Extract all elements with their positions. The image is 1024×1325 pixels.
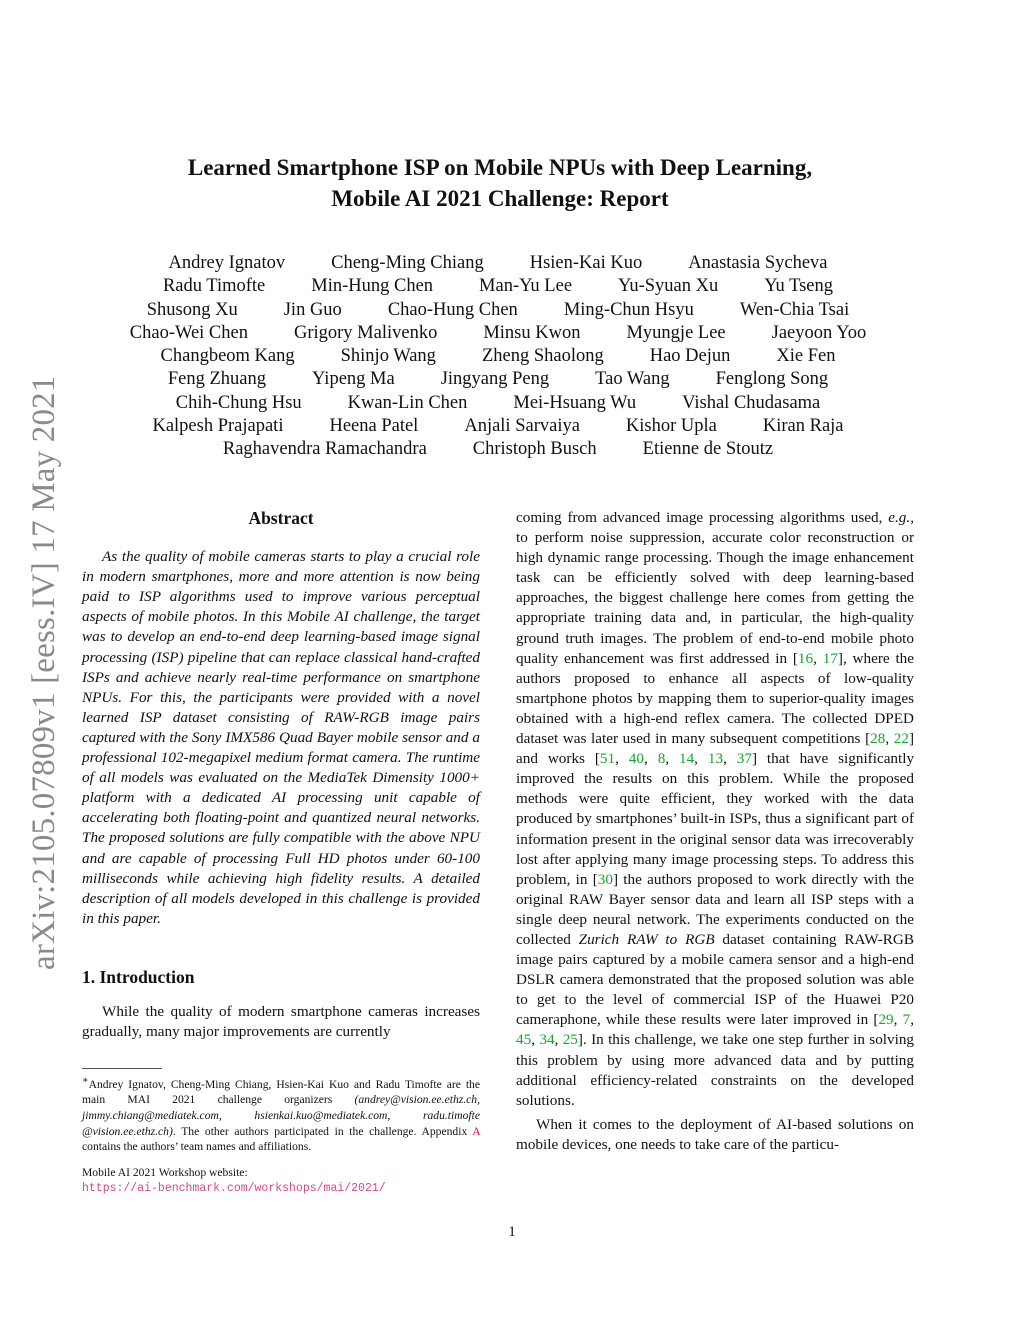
- page-number: 1: [508, 1224, 516, 1240]
- citation-link[interactable]: 14: [678, 750, 695, 768]
- author-name: Heena Patel: [329, 416, 419, 437]
- author-name: Min-Hung Chen: [311, 276, 434, 297]
- citation-link[interactable]: 8: [657, 750, 666, 768]
- author-row: [100, 275, 896, 298]
- citation-link[interactable]: 28: [870, 730, 886, 748]
- author-name: Yu-Syuan Xu: [618, 276, 719, 297]
- citation-link[interactable]: 34: [539, 1031, 555, 1049]
- author-row: [100, 299, 896, 322]
- workshop-note: [82, 1165, 480, 1197]
- author-row: [100, 322, 896, 345]
- citation-link[interactable]: 22: [893, 730, 909, 748]
- author-name: Jingyang Peng: [440, 369, 550, 390]
- author-row: [100, 415, 896, 438]
- author-name: Shinjo Wang: [340, 346, 436, 367]
- deployment-paragraph: When it comes to the deployment of AI-based solutions on mobile devices, one needs to take care of the particu-: [516, 1115, 914, 1153]
- author-name: Man-Yu Lee: [479, 276, 573, 297]
- author-name: Shusong Xu: [146, 299, 238, 320]
- citation-link[interactable]: 37: [736, 750, 752, 768]
- citation-link[interactable]: 29: [878, 1011, 894, 1029]
- footnote-rule: [82, 1068, 162, 1069]
- author-name: Mei-Hsuang Wu: [513, 392, 637, 413]
- citation-link[interactable]: 17: [822, 649, 838, 667]
- author-name: Kwan-Lin Chen: [347, 392, 468, 413]
- author-name: Minsu Kwon: [483, 322, 581, 343]
- workshop-url-link[interactable]: https://ai-benchmark.com/workshops/mai/2021/: [82, 1182, 386, 1196]
- author-name: Yipeng Ma: [311, 369, 395, 390]
- author-row: [100, 252, 896, 275]
- author-name: Feng Zhuang: [167, 369, 266, 390]
- author-name: Radu Timofte: [162, 276, 266, 297]
- workshop-label: Mobile AI 2021 Workshop website:: [82, 1165, 248, 1179]
- author-name: Chih-Chung Hsu: [175, 392, 302, 413]
- author-name: Kiran Raja: [762, 416, 844, 437]
- arxiv-identifier-stamp: arXiv:2105.07809v1 [eess.IV] 17 May 2021: [26, 375, 62, 970]
- author-name: Ming-Chun Hsyu: [563, 299, 694, 320]
- author-name: Christoph Busch: [472, 439, 597, 460]
- author-name: Andrey Ignatov: [168, 253, 286, 273]
- author-name: Anastasia Sycheva: [688, 253, 828, 273]
- author-row: [100, 368, 896, 391]
- citation-link[interactable]: 40: [628, 750, 644, 768]
- author-name: Anjali Sarvaiya: [464, 416, 580, 437]
- citation-link[interactable]: 45: [516, 1031, 532, 1049]
- author-name: Chao-Wei Chen: [129, 322, 248, 343]
- citation-link[interactable]: 25: [562, 1031, 578, 1049]
- citation-link[interactable]: 7: [902, 1011, 911, 1029]
- author-name: Jin Guo: [283, 299, 342, 320]
- paper-title: [120, 152, 880, 214]
- author-name: Zheng Shaolong: [481, 346, 604, 367]
- organizers-footnote: ∗Andrey Ignatov, Cheng-Ming Chiang, Hsien-Kai Kuo and Radu Timofte are the main MAI 2021 challenge organizers (andrey@vision.ee.ethz.ch, jimmy.chiang@mediatek.com, hsienkai.kuo@mediatek.com, radu.timofte @vision.ee.ethz.ch). The other authors participated in the challenge. Appendix A contains the authors’ team names and affiliations.: [82, 1075, 481, 1154]
- author-name: Vishal Chudasama: [682, 392, 821, 413]
- abstract-heading: Abstract: [248, 508, 314, 528]
- citation-link[interactable]: 13: [707, 750, 724, 768]
- author-name: Myungje Lee: [626, 322, 726, 343]
- author-name: Etienne de Stoutz: [642, 439, 774, 460]
- author-name: Raghavendra Ramachandra: [222, 439, 427, 460]
- author-name: Jaeyoon Yoo: [771, 322, 867, 343]
- author-name: Tao Wang: [595, 369, 670, 390]
- title-line-1: Learned Smartphone ISP on Mobile NPUs with Deep Learning,: [187, 155, 813, 180]
- title-line-2: Mobile AI 2021 Challenge: Report: [331, 186, 669, 211]
- introduction-heading: 1. Introduction: [82, 966, 195, 987]
- author-name: Changbeom Kang: [160, 346, 295, 367]
- citation-link[interactable]: 16: [797, 649, 814, 667]
- citation-link[interactable]: 51: [599, 750, 616, 768]
- author-name: Xie Fen: [776, 346, 836, 367]
- author-name: Yu Tseng: [764, 276, 834, 297]
- author-list: [100, 252, 896, 462]
- footnote-block: [82, 1068, 480, 1197]
- introduction-continued-paragraph: coming from advanced image processing algorithms used, e.g., to perform noise suppression, accurate color reconstruction or high dynamic range processing. Though the image enhancement task can be efficiently solved with deep learning-based approaches, the biggest challenge here comes from getting the appropriate training data and, in particular, the high-quality ground truth images. The problem of end-to-end mobile photo quality enhancement was first addressed in [16, 17], where the authors proposed to enhance all aspects of low-quality smartphone photos by mapping them to superior-quality images obtained with a high-end reflex camera. The collected DPED dataset was later used in many subsequent competitions [28, 22] and works [51, 40, 8, 14, 13, 37] that have significantly improved the results on this problem. While the proposed methods were quite efficient, they worked with the data produced by smartphones’ built-in ISPs, thus a significant part of information present in the original sensor data was irrecoverably lost after applying many image processing steps. To address this problem, in [30] the authors proposed to work directly with the original RAW Bayer sensor data and learn all ISP steps with a single deep neural network. The experiments conducted on the collected Zurich RAW to RGB dataset containing RAW-RGB image pairs captured by a mobile camera sensor and a high-end DSLR camera demonstrated that the proposed solution was able to get to the level of commercial ISP of the Huawei P20 cameraphone, while these results were later improved in [29, 7, 45, 34, 25]. In this challenge, we take one step further in solving this problem by using more advanced data and by putting additional efficiency-related constraints on the developed solutions.: [516, 509, 915, 1109]
- author-name: Hao Dejun: [649, 346, 731, 367]
- author-name: Hsien-Kai Kuo: [529, 253, 643, 273]
- appendix-link[interactable]: A: [472, 1124, 481, 1138]
- author-name: Chao-Hung Chen: [387, 299, 518, 320]
- right-column: [516, 508, 914, 1155]
- author-name: Wen-Chia Tsai: [739, 299, 850, 320]
- author-name: Grigory Malivenko: [293, 322, 438, 343]
- author-row: [100, 438, 896, 461]
- citation-link[interactable]: 30: [597, 870, 613, 888]
- author-row: [100, 345, 896, 368]
- left-column: [82, 508, 480, 1042]
- introduction-paragraph: While the quality of modern smartphone cameras increases gradually, many major improvements are currently: [82, 1002, 480, 1041]
- author-name: Cheng-Ming Chiang: [331, 253, 484, 273]
- author-name: Kalpesh Prajapati: [152, 416, 284, 437]
- author-name: Kishor Upla: [625, 416, 717, 437]
- abstract-body: As the quality of mobile cameras starts to play a crucial role in modern smartphones, more and more attention is now being paid to ISP algorithms used to improve various perceptual aspects of mobile photos. In this Mobile AI challenge, the target was to develop an end-to-end deep learning-based image signal processing (ISP) pipeline that can replace classical hand-crafted ISPs and achieve nearly real-time performance on smartphone NPUs. For this, the participants were provided with a novel learned ISP dataset consisting of RAW-RGB image pairs captured with the Sony IMX586 Quad Bayer mobile sensor and a professional 102-megapixel medium format camera. The runtime of all models was evaluated on the MediaTek Dimensity 1000+ platform with a dedicated AI processing unit capable of accelerating both floating-point and quantized neural networks. The proposed solutions are fully compatible with the above NPU and are capable of processing Full HD photos under 60-100 milliseconds while achieving high fidelity results. A detailed description of all models developed in this challenge is provided in this paper.: [82, 548, 480, 927]
- author-row: [100, 392, 896, 415]
- author-name: Fenglong Song: [715, 369, 829, 390]
